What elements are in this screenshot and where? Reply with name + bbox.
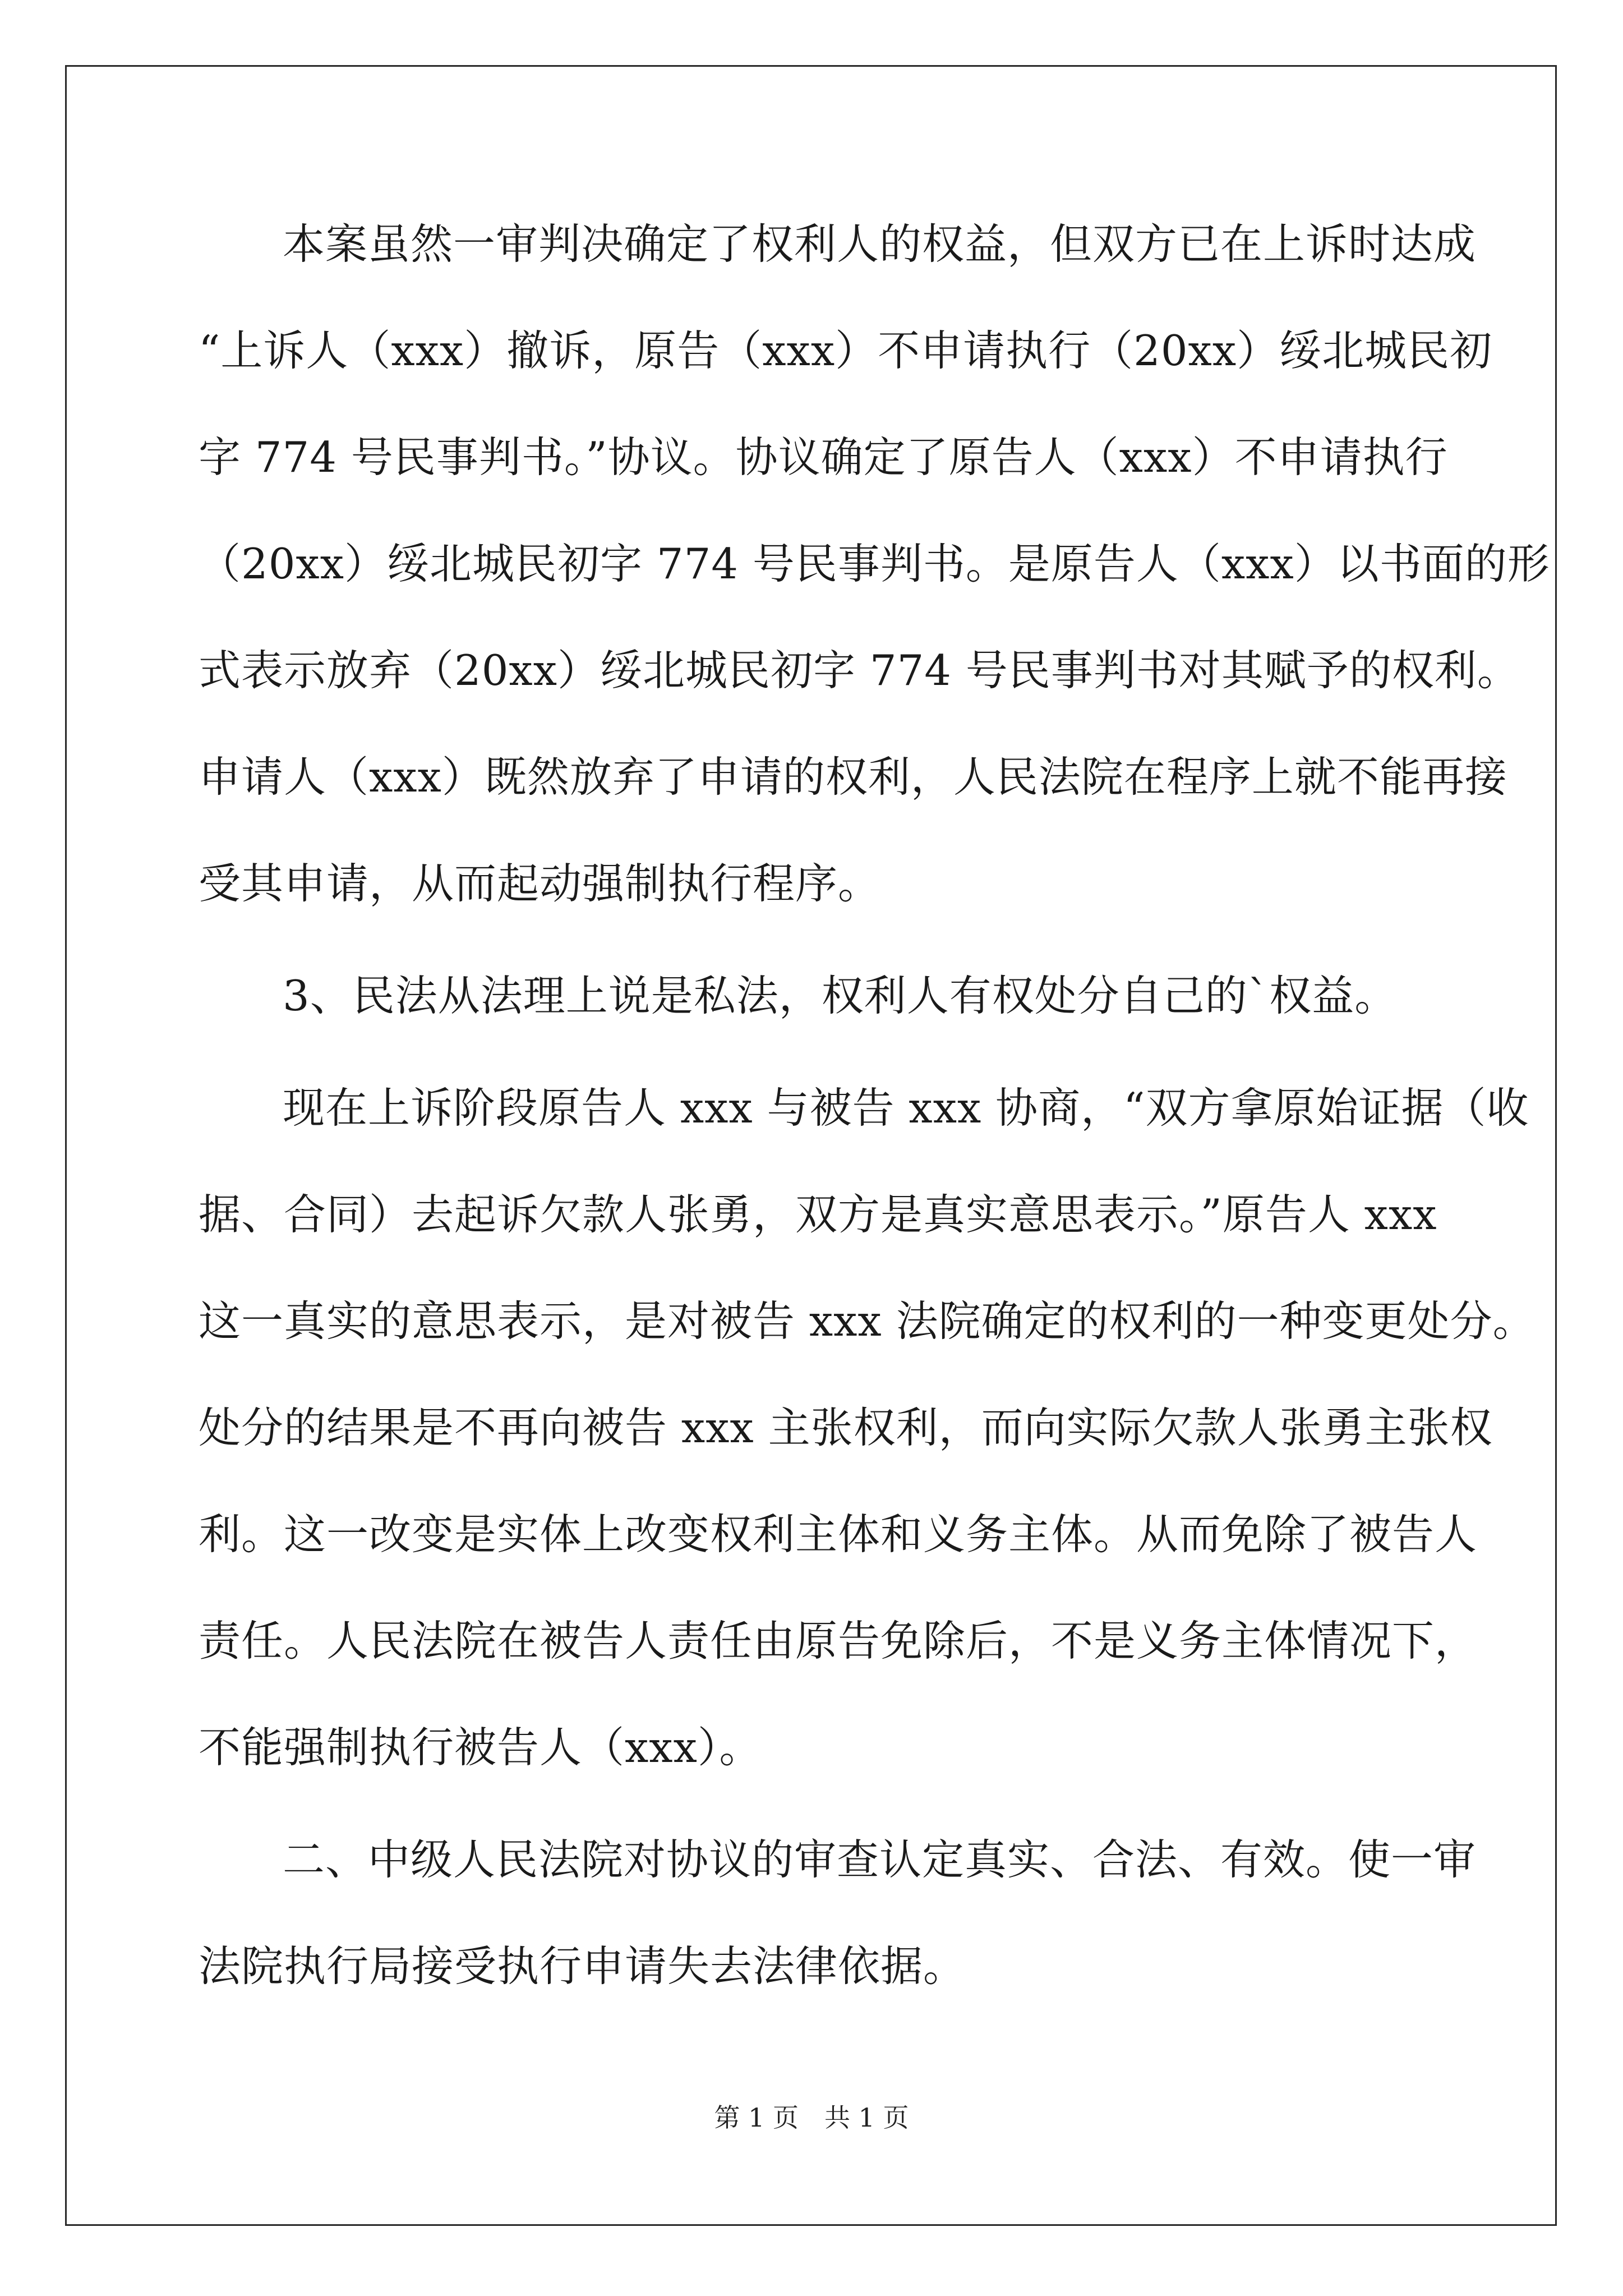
paragraph: [199, 1806, 1477, 2019]
text-line: 处分的结果是不再向被告 xxx 主张权利，而向实际欠款人张勇主张权: [199, 1403, 1493, 1452]
paragraph: [199, 1055, 1536, 1801]
text-line: 字 774 号民事判书。”协议。协议确定了原告人（xxx）不申请执行: [199, 432, 1448, 482]
text-line: 利。这一改变是实体上改变权利主体和义务主体。从而免除了被告人: [199, 1510, 1478, 1559]
text-line: 式表示放弃（20xx）绥北城民初字 774 号民事判书对其赋予的权利。: [199, 646, 1520, 695]
text-line: 本案虽然一审判决确定了权利人的权益，但双方已在上诉时达成: [283, 219, 1477, 269]
text-line: 二、中级人民法院对协议的审查认定真实、合法、有效。使一审: [283, 1835, 1477, 1884]
text-line: 据、合同）去起诉欠款人张勇，双方是真实意思表示。”原告人 xxx: [199, 1190, 1437, 1239]
text-line: 责任。人民法院在被告人责任由原告免除后，不是义务主体情况下，: [199, 1616, 1478, 1665]
text-line: （20xx）绥北城民初字 774 号民事判书。是原告人（xxx）以书面的形: [199, 539, 1550, 588]
text-line: 现在上诉阶段原告人 xxx 与被告 xxx 协商，“双方拿原始证据（收: [283, 1083, 1529, 1133]
paragraph: [199, 942, 1422, 1049]
text-line: 这一真实的意思表示，是对被告 xxx 法院确定的权利的一种变更处分。: [199, 1296, 1536, 1346]
text-line: 不能强制执行被告人（xxx）。: [199, 1723, 762, 1772]
text-line: 3、民法从法理上说是私法，权利人有权处分自己的`权益。: [283, 971, 1398, 1020]
page-footer: [0, 2101, 1623, 2134]
document-body: [199, 191, 1550, 2019]
text-line: 申请人（xxx）既然放弃了申请的权利，人民法院在程序上就不能再接: [199, 752, 1507, 802]
text-line: 法院执行局接受执行申请失去法律依据。: [199, 1941, 966, 1991]
text-line: “上诉人（xxx）撤诉，原告（xxx）不申请执行（20xx）绥北城民初: [199, 326, 1493, 375]
paragraph: [199, 191, 1550, 937]
text-line: 受其申请，从而起动强制执行程序。: [199, 859, 881, 908]
page-number: 第 1 页 共 1 页: [714, 2102, 909, 2133]
